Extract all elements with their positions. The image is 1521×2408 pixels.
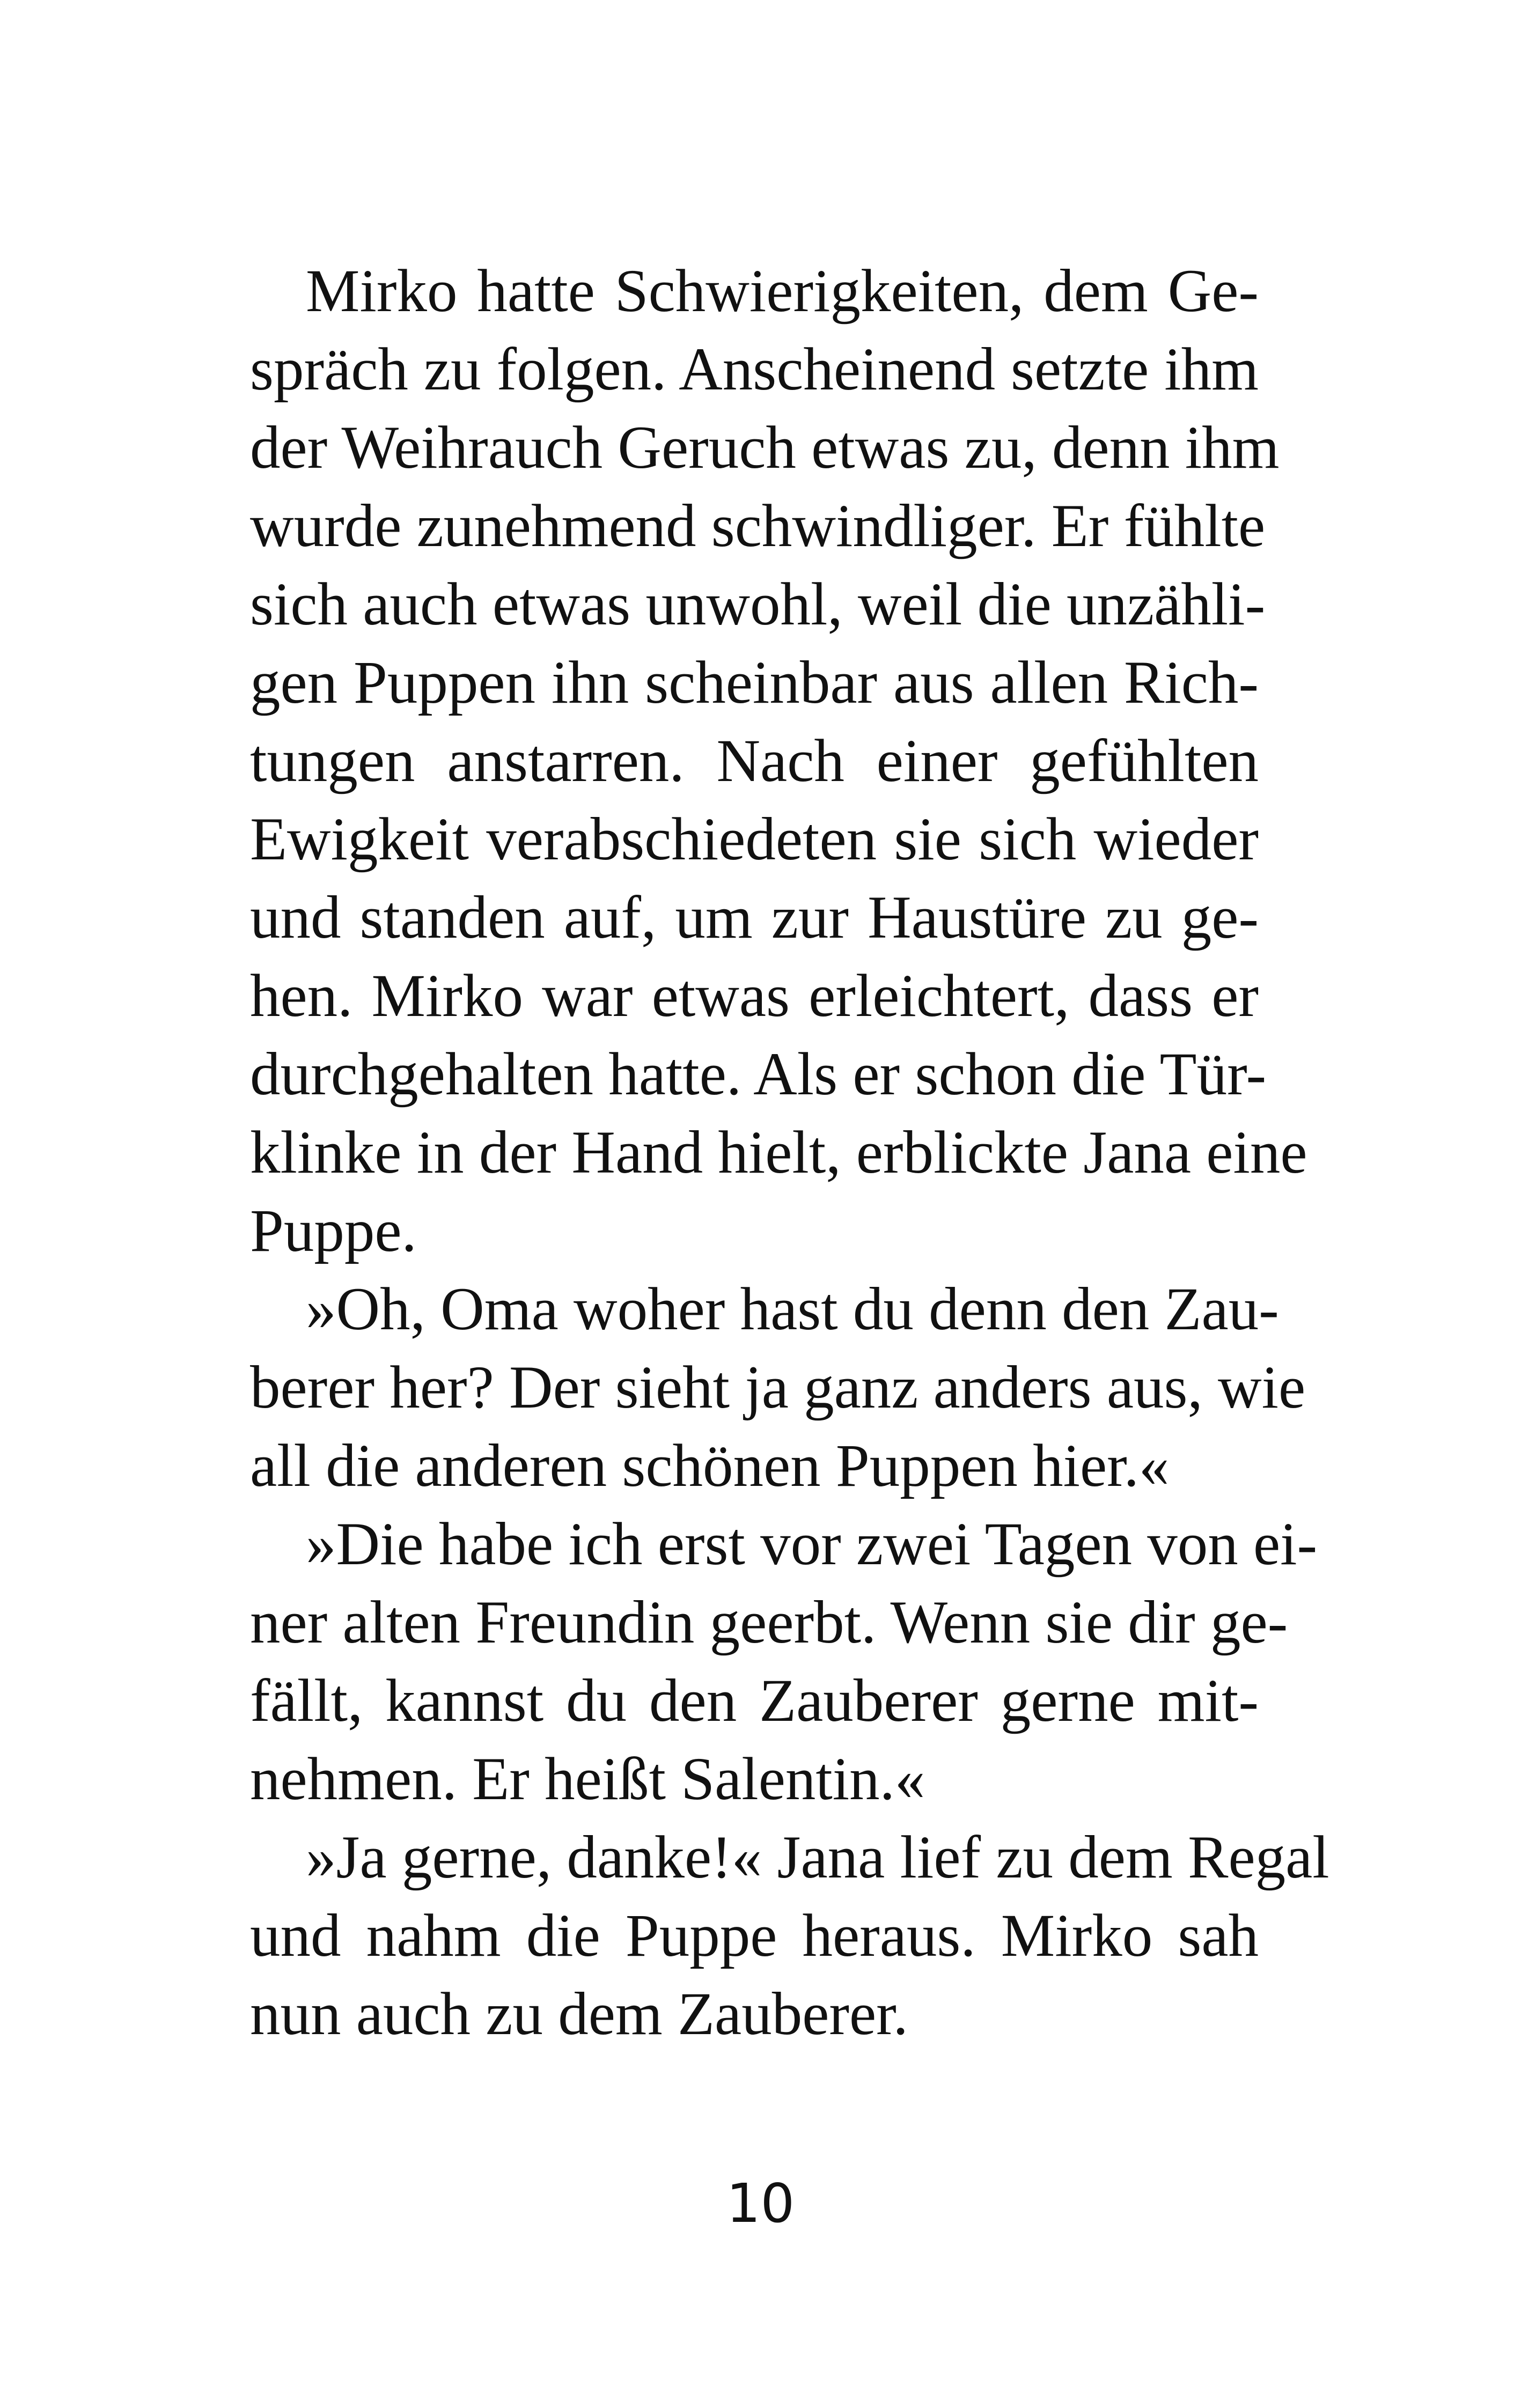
text-line: spräch zu folgen. Anscheinend setzte ihm	[250, 336, 1259, 403]
text-line: und nahm die Puppe heraus. Mirko sah	[250, 1902, 1259, 1969]
text-line: nehmen. Er heißt Salentin.«	[250, 1746, 925, 1813]
page-number: 10	[726, 2172, 795, 2235]
text-line: wurde zunehmend schwindliger. Er fühlte	[250, 492, 1266, 559]
text-line: »Ja gerne, danke!« Jana lief zu dem Regal	[306, 1824, 1329, 1891]
text-line: nun auch zu dem Zauberer.	[250, 1980, 908, 2048]
body-text	[250, 252, 1329, 2053]
text-line: der Weihrauch Geruch etwas zu, denn ihm	[250, 414, 1280, 481]
text-line: tungen anstarren. Nach einer gefühlten	[250, 727, 1259, 794]
text-line: Mirko hatte Schwierigkeiten, dem Ge-	[306, 257, 1259, 325]
text-line: durchgehalten hatte. Als er schon die Tür-	[250, 1041, 1267, 1108]
text-line: gen Puppen ihn scheinbar aus allen Rich-	[250, 649, 1259, 716]
text-line: berer her? Der sieht ja ganz anders aus, wie	[250, 1354, 1306, 1421]
text-line: fällt, kannst du den Zauberer gerne mit-	[250, 1667, 1259, 1734]
text-line: ner alten Freundin geerbt. Wenn sie dir ge-	[250, 1589, 1288, 1656]
text-line: »Die habe ich erst vor zwei Tagen von ei-	[306, 1511, 1318, 1578]
text-line: klinke in der Hand hielt, erblickte Jana eine	[250, 1119, 1307, 1186]
text-line: Puppe.	[250, 1197, 417, 1264]
text-line: und standen auf, um zur Haustüre zu ge-	[250, 884, 1259, 951]
text-line: sich auch etwas unwohl, weil die unzähli-	[250, 571, 1266, 638]
text-line: hen. Mirko war etwas erleichtert, dass er	[250, 962, 1259, 1029]
text-line: Ewigkeit verabschiedeten sie sich wieder	[250, 806, 1259, 873]
text-line: all die anderen schönen Puppen hier.«	[250, 1432, 1170, 1499]
text-line: »Oh, Oma woher hast du denn den Zau-	[306, 1276, 1279, 1343]
